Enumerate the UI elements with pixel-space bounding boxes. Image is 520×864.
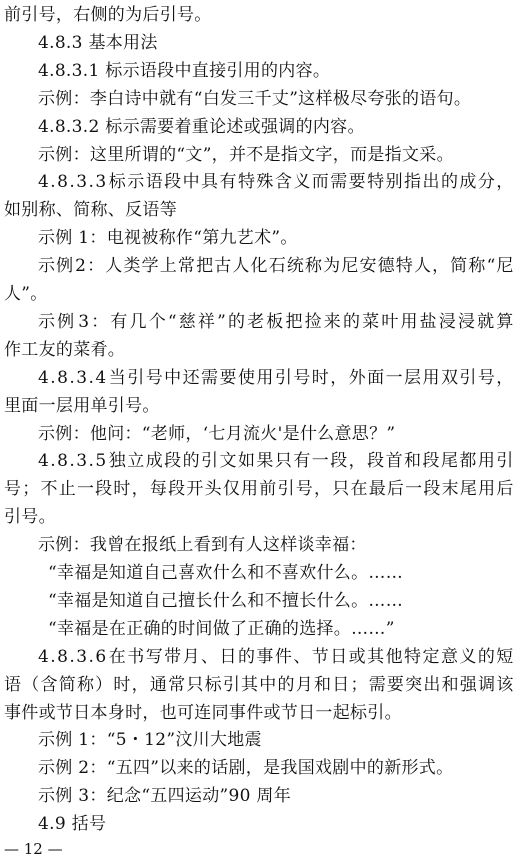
text-line: 4.8.3.2 标示需要着重论述或强调的内容。	[38, 116, 365, 137]
text-line: 示例：他问：“老师，‘七月流火'是什么意思？”	[38, 423, 396, 444]
text-line: 4.8.3.1 标示语段中直接引用的内容。	[38, 60, 331, 81]
text-line: 4 . 8 . 3 . 5 独 立 成 段 的 引 文 如 果 只 有 一 段 ， 段 首 和 段 尾 都 用 引	[38, 451, 514, 472]
text-line: 语 （ 含 简 称 ） 时 ， 通 常 只 标 引 其 中 的 月 和 日 ； 需 要 突 出 和 强 调 该	[4, 674, 514, 695]
page-number: — 12 —	[4, 840, 63, 858]
text-line: 里面一层用单引号。	[4, 395, 160, 416]
text-line: 作工友的菜肴。	[4, 339, 126, 360]
text-line: 示 例 2 ： 人 类 学 上 常 把 古 人 化 石 统 称 为 尼 安 德 特 人 ， 简 称 “ 尼	[38, 256, 514, 277]
text-line: 示例 1：“5・12”汶川大地震	[38, 730, 262, 751]
text-line: 4.8.3 基本用法	[38, 32, 158, 53]
text-line: 前引号，右侧的为后引号。	[4, 5, 212, 25]
text-line: 示例 2：“五四”以来的话剧，是我国戏剧中的新形式。	[38, 758, 454, 779]
text-line: “幸福是在正确的时间做了正确的选择。……”	[48, 618, 395, 639]
text-line: 示例：我曾在报纸上看到有人这样谈幸福：	[38, 535, 367, 556]
text-line: 示例：这里所谓的“文”，并不是指文字，而是指文采。	[38, 144, 454, 165]
text-line: 人”。	[4, 284, 48, 304]
text-line: “幸福是知道自己擅长什么和不擅长什么。……	[48, 590, 403, 611]
text-line: 示例 1：电视被称作“第九艺术”。	[38, 228, 298, 249]
text-line: 示例 3：纪念“五四运动”90 周年	[38, 786, 292, 807]
text-line: “幸福是知道自己喜欢什么和不喜欢什么。……	[48, 563, 403, 583]
text-line: 4.9 括号	[38, 814, 107, 835]
text-line: 4 . 8 . 3 . 4 当 引 号 中 还 需 要 使 用 引 号 时 ， 外 面 一 层 用 双 引 号 ，	[38, 367, 514, 388]
text-line: 引号。	[4, 507, 56, 528]
text-line: 4 . 8 . 3 . 6 在 书 写 带 月 、 日 的 事 件 、 节 日 或 其 他 特 定 意 义 的 短	[38, 646, 514, 667]
text-line: 号 ； 不 止 一 段 时 ， 每 段 开 头 仅 用 前 引 号 ， 只 在 最 后 一 段 末 尾 用 后	[4, 479, 514, 500]
text-line: 事件或节日本身时，也可连同事件或节日一起标引。	[4, 702, 402, 723]
text-line: 示 例 3 ： 有 几 个 “ 慈 祥 ” 的 老 板 把 捡 来 的 菜 叶 用 盐 浸 浸 就 算	[38, 311, 514, 332]
text-line: 4 . 8 . 3 . 3 标 示 语 段 中 具 有 特 殊 含 义 而 需 要 特 别 指 出 的 成 分 ，	[38, 172, 514, 193]
text-line: 如别称、简称、反语等	[4, 200, 177, 221]
text-line: 示例：李白诗中就有“白发三千丈”这样极尽夸张的语句。	[38, 88, 472, 109]
